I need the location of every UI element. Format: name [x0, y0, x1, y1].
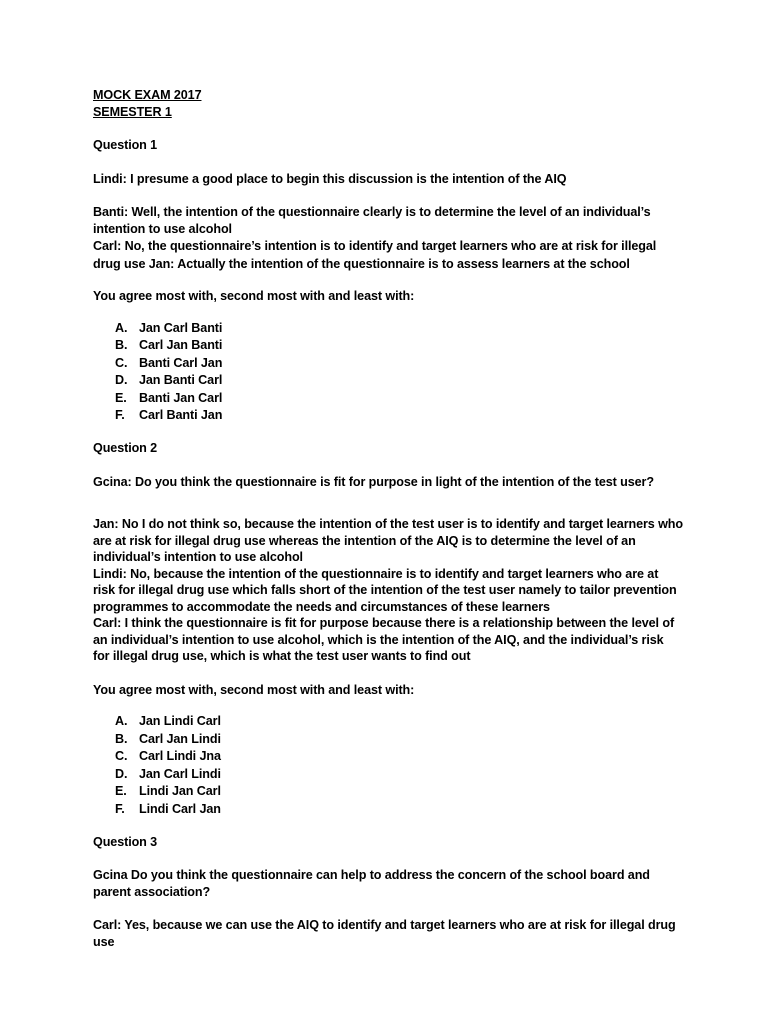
- q2-option[interactable]: [93, 748, 683, 766]
- exam-title: MOCK EXAM 2017: [93, 88, 202, 102]
- q1-option[interactable]: [93, 320, 683, 338]
- option-text: Carl Jan Lindi: [139, 731, 221, 746]
- q2-prompt: You agree most with, second most with and least with:: [93, 682, 415, 697]
- question-1-heading: Question 1: [93, 138, 158, 152]
- q1-carl-statement: Carl: No, the questionnaire’s intention is to identify and target learners who are at risk for illegal drug use Jan: Actually the intention of the questionnaire is to assess learners at the school: [93, 239, 657, 271]
- option-text: Lindi Jan Carl: [139, 784, 221, 799]
- option-text: Jan Carl Banti: [139, 320, 223, 335]
- option-letter: F.: [115, 802, 125, 817]
- option-text: Carl Jan Banti: [139, 338, 223, 353]
- q2-option[interactable]: [93, 801, 683, 819]
- document-body: [93, 87, 683, 950]
- option-letter: F.: [115, 408, 125, 423]
- q1-option[interactable]: [93, 407, 683, 425]
- option-text: Lindi Carl Jan: [139, 802, 221, 817]
- option-text: Banti Carl Jan: [139, 355, 223, 370]
- q2-option[interactable]: [93, 731, 683, 749]
- q1-options-list: [93, 320, 683, 426]
- q2-option[interactable]: [93, 783, 683, 801]
- q1-option[interactable]: [93, 372, 683, 390]
- q1-lindi-statement: Lindi: I presume a good place to begin this discussion is the intention of the AIQ: [93, 171, 567, 186]
- option-text: Carl Lindi Jna: [139, 749, 221, 764]
- q1-option[interactable]: [93, 390, 683, 408]
- option-text: Jan Lindi Carl: [139, 714, 221, 729]
- q2-jan-statement: Jan: No I do not think so, because the intention of the test user is to identify and target learners who are at risk for illegal drug use whereas the intention of the AIQ is to determine the level of an individual’s intention to use alcohol: [93, 517, 683, 565]
- option-text: Carl Banti Jan: [139, 408, 223, 423]
- q2-gcina-question: Gcina: Do you think the questionnaire is fit for purpose in light of the intention of the test user?: [93, 474, 654, 489]
- q2-option[interactable]: [93, 713, 683, 731]
- semester-title: SEMESTER 1: [93, 104, 172, 119]
- option-letter: E.: [115, 390, 127, 405]
- q1-prompt: You agree most with, second most with and least with:: [93, 289, 415, 303]
- option-letter: A.: [115, 714, 128, 729]
- option-text: Jan Banti Carl: [139, 373, 223, 388]
- option-letter: E.: [115, 784, 127, 799]
- option-letter: D.: [115, 373, 128, 388]
- q1-option[interactable]: [93, 337, 683, 355]
- q2-carl-statement: Carl: I think the questionnaire is fit for purpose because there is a relationship between the level of an individual’s intention to use alcohol, which is the intention of the AIQ, and the individual’s risk for illegal drug use, which is what the test user wants to find out: [93, 616, 675, 664]
- option-text: Banti Jan Carl: [139, 390, 223, 405]
- q2-options-list: [93, 713, 683, 819]
- q3-gcina-question: Gcina Do you think the questionnaire can help to address the concern of the school board and parent association?: [93, 868, 650, 899]
- q2-lindi-statement: Lindi: No, because the intention of the questionnaire is to identify and target learners who are at risk for illegal drug use which falls short of the intention of the test user namely to tailor prevention programmes to accommodate the needs and circumstances of these learners: [93, 566, 677, 614]
- q1-banti-statement: Banti: Well, the intention of the questionnaire clearly is to determine the level of an individual’s intention to use alcohol: [93, 205, 651, 236]
- q2-option[interactable]: [93, 766, 683, 784]
- option-letter: A.: [115, 320, 128, 335]
- option-letter: C.: [115, 749, 128, 764]
- question-3-heading: Question 3: [93, 834, 158, 849]
- question-2-heading: Question 2: [93, 441, 158, 456]
- option-letter: C.: [115, 355, 128, 370]
- option-letter: B.: [115, 338, 128, 353]
- option-text: Jan Carl Lindi: [139, 766, 221, 781]
- option-letter: D.: [115, 766, 128, 781]
- q1-option[interactable]: [93, 355, 683, 373]
- q3-carl-statement: Carl: Yes, because we can use the AIQ to identify and target learners who are at risk for illegal drug use: [93, 918, 676, 949]
- option-letter: B.: [115, 731, 128, 746]
